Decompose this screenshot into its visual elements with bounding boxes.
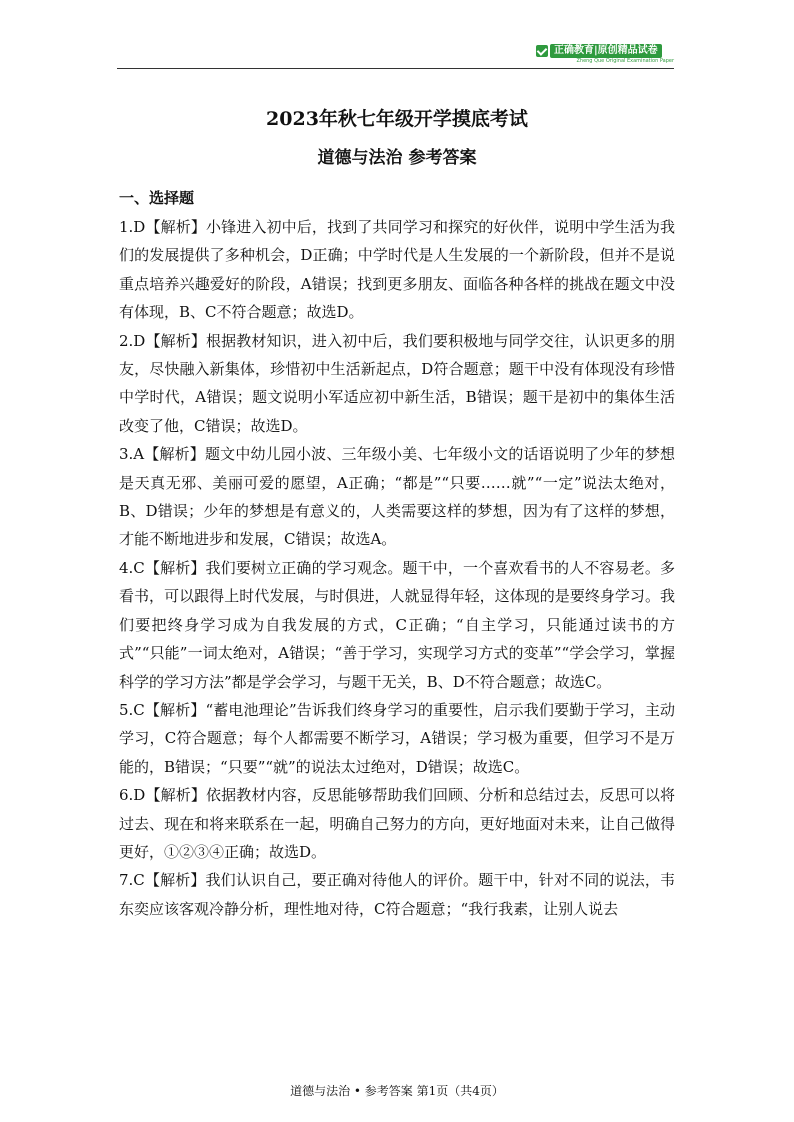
section-heading: 一、选择题 (119, 189, 195, 207)
logo-main (536, 44, 674, 58)
answer-3: 3.A【解析】题文中幼儿园小波、三年级小美、七年级小文的话语说明了少年的梦想是天真无邪、美丽可爱的愿望，A正确；“都是”“只要……就”“一定”说法太绝对，B、D错误；少年的梦想是有意义的，人类需要这样的梦想，因为有了这样的梦想，才能不断地进步和发展，C错误；故选A。 (119, 445, 675, 549)
document-subtitle: 道德与法治 参考答案 (317, 148, 477, 168)
header-rule (117, 68, 674, 69)
answer-6: 6.D【解析】依据教材内容，反思能够帮助我们回顾、分析和总结过去，反思可以将过去、现在和将来联系在一起，明确自己努力的方向，更好地面对未来，让自己做得更好，①②③④正确；故选D。 (119, 786, 675, 861)
document-title: 2023年秋七年级开学摸底考试 (266, 108, 528, 130)
answer-7: 7.C【解析】我们认识自己，要正确对待他人的评价。题干中，针对不同的说法，韦东奕应该客观冷静分析，理性地对待，C符合题意；“我行我素，让别人说去 (119, 871, 675, 918)
publisher-logo (536, 44, 674, 66)
page-footer: 道德与法治 • 参考答案 第1页（共4页） (290, 1084, 504, 1098)
logo-text: 正确教育|原创精品试卷 (550, 44, 662, 58)
logo-subtext: Zheng Que Original Examination Paper (576, 58, 674, 64)
check-icon (536, 45, 548, 57)
answer-2: 2.D【解析】根据教材知识，进入初中后，我们要积极地与同学交往，认识更多的朋友，尽快融入新集体，珍惜初中生活新起点，D符合题意；题干中没有体现没有珍惜中学时代，A错误；题文说明小军适应初中新生活，B错误；题干是初中的集体生活改变了他，C错误；故选D。 (119, 331, 675, 435)
answer-5: 5.C【解析】“蓄电池理论”告诉我们终身学习的重要性，启示我们要勤于学习，主动学习，C符合题意；每个人都需要不断学习，A错误；学习极为重要，但学习不是万能的，B错误；“只要”“就”的说法太过绝对，D错误；故选C。 (119, 700, 675, 776)
answer-4: 4.C【解析】我们要树立正确的学习观念。题干中，一个喜欢看书的人不容易老。多看书，可以跟得上时代发展，与时俱进，人就显得年轻，这体现的是要终身学习。我们要把终身学习成为自我发展的方式，C正确；“自主学习，只能通过读书的方式”“只能”一词太绝对，A错误；“善于学习，实现学习方式的变革”“学会学习，掌握科学的学习方法”都是学会学习，与题干无关，B、D不符合题意；故选C。 (119, 558, 675, 691)
answer-1: 1.D【解析】小锋进入初中后，找到了共同学习和探究的好伙伴，说明中学生活为我们的发展提供了多种机会，D正确；中学时代是人生发展的一个新阶段，但并不是说重点培养兴趣爱好的阶段，A错误；找到更多朋友、面临各种各样的挑战在题文中没有体现，B、C不符合题意；故选D。 (119, 218, 675, 322)
answer-list (119, 213, 675, 923)
